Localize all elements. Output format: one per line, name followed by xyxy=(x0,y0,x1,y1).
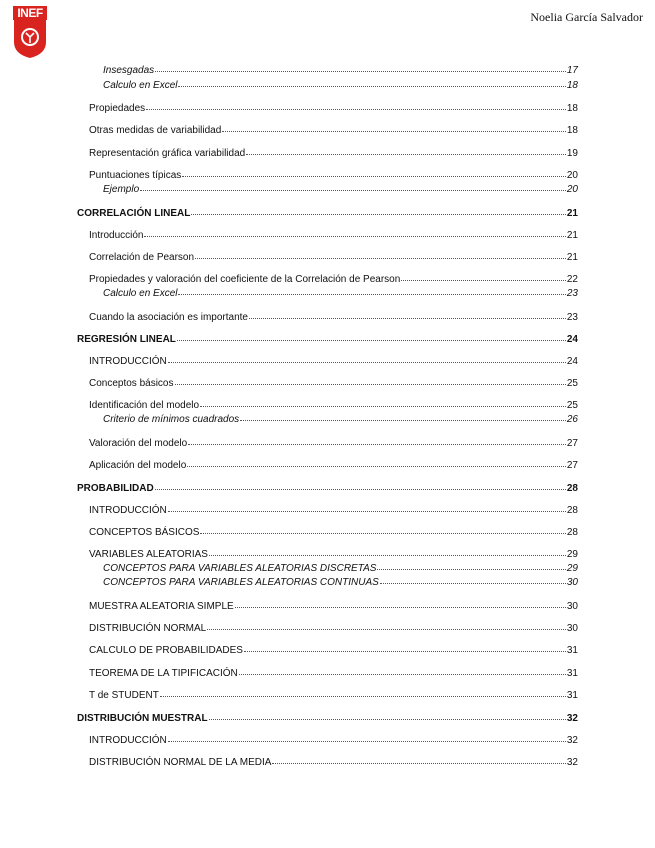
toc-leader-dots xyxy=(209,710,566,720)
toc-entry[interactable] xyxy=(103,286,578,300)
toc-entry-title: Introducción xyxy=(89,230,144,241)
toc-leader-dots xyxy=(160,687,566,697)
toc-entry-page: 18 xyxy=(566,103,578,114)
toc-entry-page: 27 xyxy=(566,460,578,471)
toc-entry[interactable] xyxy=(89,123,578,137)
toc-entry-title: Calculo en Excel xyxy=(103,288,178,299)
toc-entry-page: 30 xyxy=(566,623,578,634)
toc-leader-dots xyxy=(401,271,566,281)
toc-entry[interactable] xyxy=(89,503,578,517)
toc-entry-page: 30 xyxy=(566,577,578,588)
toc-entry-page: 28 xyxy=(566,505,578,516)
toc-leader-dots xyxy=(168,502,566,512)
toc-leader-dots xyxy=(187,457,566,467)
toc-entry-page: 30 xyxy=(566,601,578,612)
toc-entry-page: 24 xyxy=(566,334,578,345)
toc-leader-dots xyxy=(144,227,565,237)
toc-entry-title: INTRODUCCIÓN xyxy=(89,356,167,367)
toc-leader-dots xyxy=(239,665,566,675)
toc-entry-title: CONCEPTOS BÁSICOS xyxy=(89,527,200,538)
toc-leader-dots xyxy=(249,309,566,319)
toc-leader-dots xyxy=(222,122,566,132)
toc-entry-title: DISTRIBUCIÓN NORMAL DE LA MEDIA xyxy=(89,757,272,768)
toc-entry-page: 21 xyxy=(566,230,578,241)
toc-entry[interactable] xyxy=(89,436,578,450)
toc-entry-title: Puntuaciones típicas xyxy=(89,170,182,181)
toc-entry-page: 32 xyxy=(566,713,578,724)
toc-leader-dots xyxy=(240,411,566,421)
toc-entry[interactable] xyxy=(77,206,578,220)
toc-leader-dots xyxy=(155,62,566,72)
toc-entry[interactable] xyxy=(89,272,578,286)
toc-entry-page: 26 xyxy=(566,414,578,425)
toc-leader-dots xyxy=(178,285,565,295)
toc-entry-title: Criterio de mínimos cuadrados xyxy=(103,414,240,425)
toc-leader-dots xyxy=(168,353,566,363)
toc-entry[interactable] xyxy=(89,168,578,182)
toc-leader-dots xyxy=(200,524,565,534)
toc-leader-dots xyxy=(178,77,565,87)
toc-entry[interactable] xyxy=(89,458,578,472)
toc-entry-title: Identificación del modelo xyxy=(89,400,200,411)
toc-entry-page: 31 xyxy=(566,690,578,701)
toc-entry-title: REGRESIÓN LINEAL xyxy=(77,334,176,345)
toc-entry[interactable] xyxy=(89,621,578,635)
toc-entry-page: 18 xyxy=(566,80,578,91)
toc-entry-page: 21 xyxy=(566,208,578,219)
toc-entry[interactable] xyxy=(89,547,578,561)
toc-entry-page: 25 xyxy=(566,400,578,411)
toc-entry[interactable] xyxy=(89,101,578,115)
toc-entry-title: TEOREMA DE LA TIPIFICACIÓN xyxy=(89,668,238,679)
toc-entry[interactable] xyxy=(77,481,578,495)
toc-entry-page: 32 xyxy=(566,735,578,746)
toc-entry-title: CORRELACIÓN LINEAL xyxy=(77,208,191,219)
toc-leader-dots xyxy=(155,480,566,490)
toc-entry-page: 23 xyxy=(566,288,578,299)
toc-entry[interactable] xyxy=(89,354,578,368)
toc-entry-title: Insesgadas xyxy=(103,65,155,76)
toc-entry-page: 17 xyxy=(566,65,578,76)
toc-entry-page: 29 xyxy=(566,563,578,574)
toc-entry-title: Aplicación del modelo xyxy=(89,460,187,471)
toc-entry[interactable] xyxy=(103,412,578,426)
toc-entry-page: 27 xyxy=(566,438,578,449)
toc-leader-dots xyxy=(191,205,566,215)
toc-entry-page: 31 xyxy=(566,645,578,656)
author-name: Noelia García Salvador xyxy=(530,10,643,24)
toc-leader-dots xyxy=(377,560,565,570)
toc-entry-page: 19 xyxy=(566,148,578,159)
toc-entry-title: CALCULO DE PROBABILIDADES xyxy=(89,645,243,656)
toc-entry[interactable] xyxy=(89,643,578,657)
toc-entry[interactable] xyxy=(89,250,578,264)
toc-entry[interactable] xyxy=(77,332,578,346)
toc-entry-page: 23 xyxy=(566,312,578,323)
toc-entry-page: 28 xyxy=(566,483,578,494)
toc-entry[interactable] xyxy=(89,376,578,390)
toc-leader-dots xyxy=(195,249,566,259)
toc-entry[interactable] xyxy=(89,755,578,769)
toc-leader-dots xyxy=(168,732,566,742)
toc-entry-title: INTRODUCCIÓN xyxy=(89,505,167,516)
toc-entry[interactable] xyxy=(103,63,578,77)
toc-entry-title: CONCEPTOS PARA VARIABLES ALEATORIAS DISCRETAS xyxy=(103,563,377,574)
toc-leader-dots xyxy=(209,546,566,556)
toc-entry-page: 24 xyxy=(566,356,578,367)
toc-entry-page: 32 xyxy=(566,757,578,768)
toc-leader-dots xyxy=(235,598,566,608)
toc-leader-dots xyxy=(188,435,566,445)
toc-leader-dots xyxy=(146,100,566,110)
toc-entry-title: DISTRIBUCIÓN MUESTRAL xyxy=(77,713,208,724)
toc-entry[interactable] xyxy=(89,310,578,324)
toc-entry-title: MUESTRA ALEATORIA SIMPLE xyxy=(89,601,234,612)
toc-entry-page: 20 xyxy=(566,184,578,195)
toc-entry[interactable] xyxy=(103,575,578,589)
toc-entry-page: 25 xyxy=(566,378,578,389)
toc-leader-dots xyxy=(246,145,566,155)
toc-entry-title: Correlación de Pearson xyxy=(89,252,195,263)
toc-entry[interactable] xyxy=(89,398,578,412)
toc-entry-title: Cuando la asociación es importante xyxy=(89,312,248,323)
toc-entry-title: PROBABILIDAD xyxy=(77,483,154,494)
logo-text: INEF xyxy=(13,6,47,20)
toc-entry-title: DISTRIBUCIÓN NORMAL xyxy=(89,623,207,634)
toc-entry-page: 31 xyxy=(566,668,578,679)
toc-leader-dots xyxy=(177,331,566,341)
toc-entry[interactable] xyxy=(103,78,578,92)
toc-leader-dots xyxy=(140,181,566,191)
toc-leader-dots xyxy=(175,375,566,385)
toc-entry-title: Calculo en Excel xyxy=(103,80,178,91)
toc-entry-title: Valoración del modelo xyxy=(89,438,188,449)
toc-entry-title: T de STUDENT xyxy=(89,690,159,701)
toc-entry-title: Ejemplo xyxy=(103,184,140,195)
toc-entry-title: CONCEPTOS PARA VARIABLES ALEATORIAS CONTINUAS xyxy=(103,577,379,588)
toc-entry-title: VARIABLES ALEATORIAS xyxy=(89,549,208,560)
toc-entry[interactable] xyxy=(89,525,578,539)
toc-entry-page: 28 xyxy=(566,527,578,538)
toc-entry[interactable] xyxy=(89,666,578,680)
toc-leader-dots xyxy=(200,397,566,407)
toc-entry-page: 18 xyxy=(566,125,578,136)
toc-entry-page: 21 xyxy=(566,252,578,263)
toc-entry[interactable] xyxy=(89,146,578,160)
toc-leader-dots xyxy=(182,167,566,177)
toc-entry-title: INTRODUCCIÓN xyxy=(89,735,167,746)
toc-leader-dots xyxy=(207,620,566,630)
toc-leader-dots xyxy=(244,642,566,652)
toc-entry[interactable] xyxy=(89,228,578,242)
toc-entry[interactable] xyxy=(89,733,578,747)
toc-leader-dots xyxy=(272,754,565,764)
toc-entry-title: Otras medidas de variabilidad xyxy=(89,125,222,136)
toc-entry-title: Representación gráfica variabilidad xyxy=(89,148,246,159)
toc-entry-page: 29 xyxy=(566,549,578,560)
toc-entry[interactable] xyxy=(103,561,578,575)
toc-entry[interactable] xyxy=(89,688,578,702)
toc-entry-title: Propiedades y valoración del coeficiente de la Correlación de Pearson xyxy=(89,274,401,285)
toc-entry-title: Propiedades xyxy=(89,103,146,114)
toc-entry-page: 20 xyxy=(566,170,578,181)
toc-entry-title: Conceptos básicos xyxy=(89,378,174,389)
toc-entry[interactable] xyxy=(89,599,578,613)
toc-leader-dots xyxy=(380,574,566,584)
toc-entry-page: 22 xyxy=(566,274,578,285)
toc-entry[interactable] xyxy=(77,711,578,725)
toc-entry[interactable] xyxy=(103,182,578,196)
